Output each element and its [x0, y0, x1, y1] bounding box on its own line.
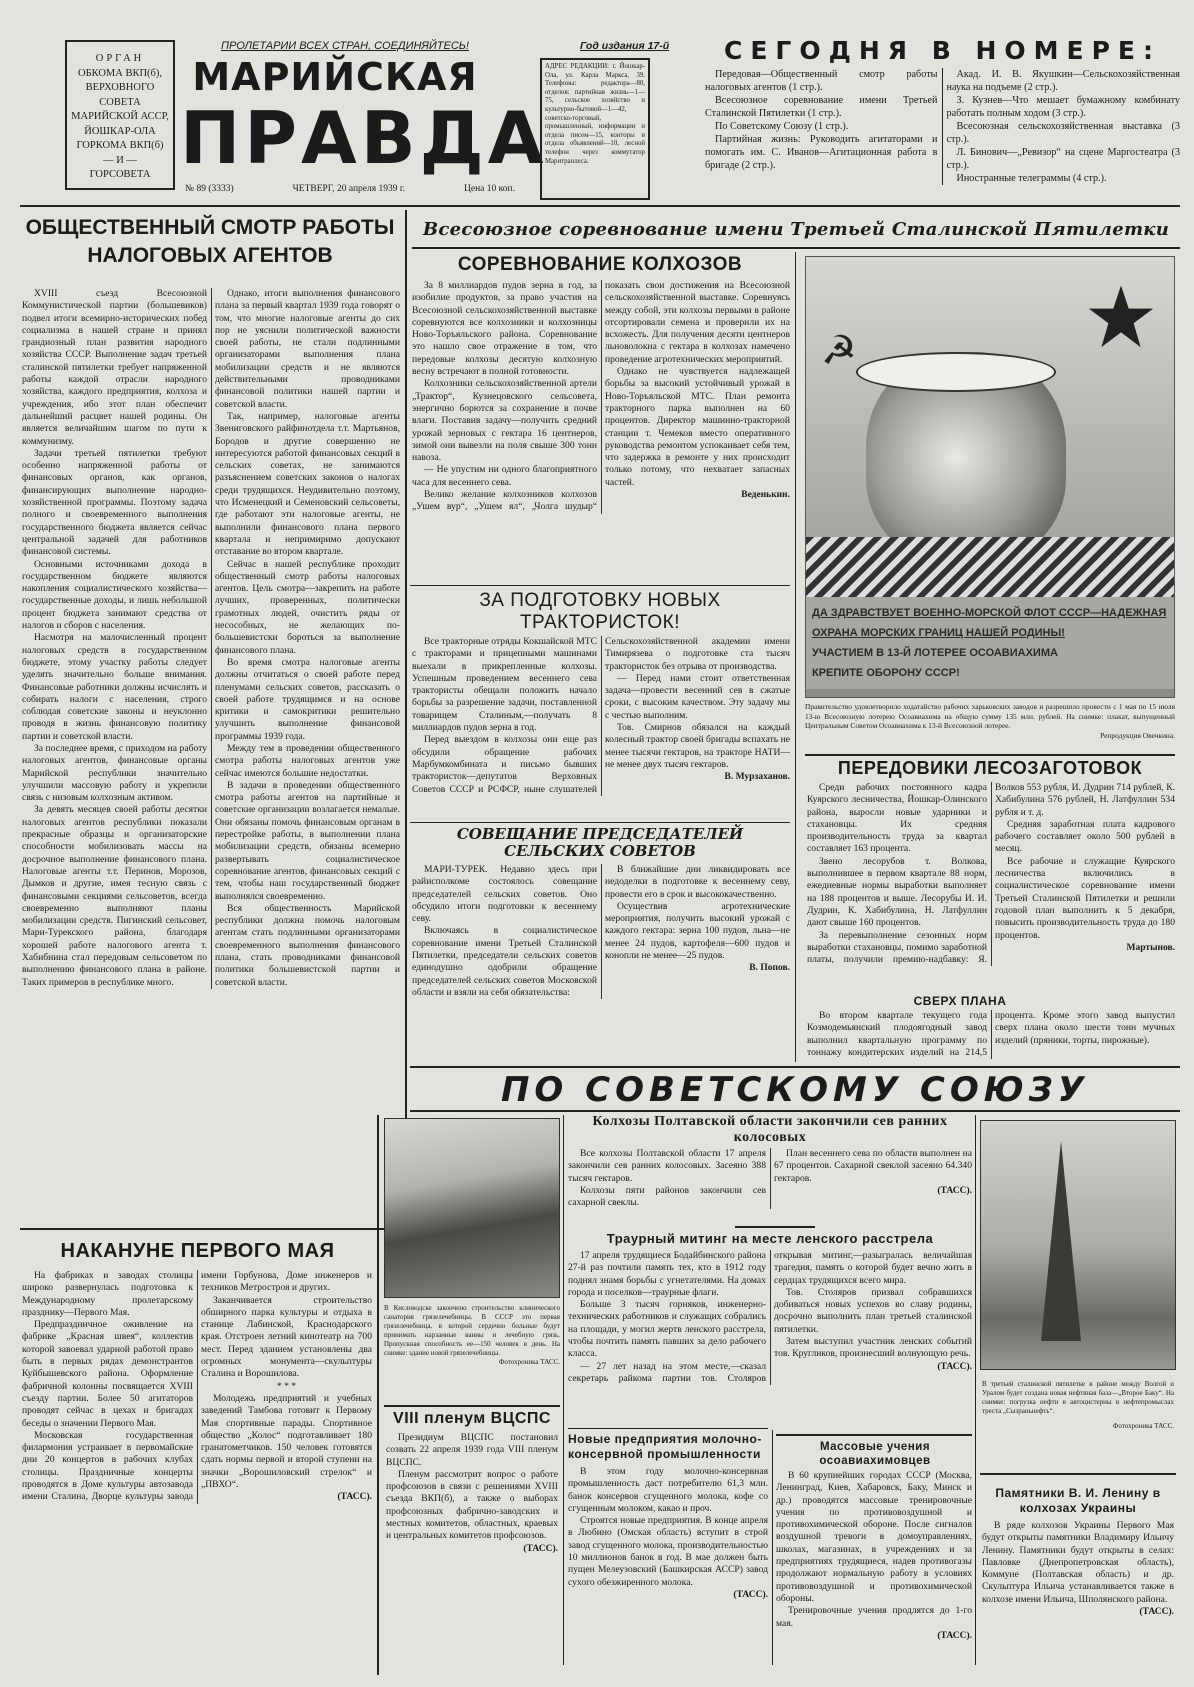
- derrick-shape: [1041, 1141, 1081, 1341]
- signature: (ТАСС).: [523, 1543, 558, 1554]
- mayday-title: НАКАНУНЕ ПЕРВОГО МАЯ: [60, 1240, 335, 1262]
- signature: (ТАСС).: [1139, 1607, 1174, 1618]
- caption-text: В Кисловодске закончено строительство клинического санатория грязелечебницы. В СССР это первая грязелечебница, в которой сердечно больные будут принимать нарзанные ванны и лечебную грязь. Пропускная способность ее—150 человек в день. На снимке: здание новой грязелечебницы.: [384, 1304, 560, 1357]
- sverkh-title: СВЕРХ ПЛАНА: [913, 994, 1007, 1008]
- paragraph: Молодежь предприятий и учебных заведений Тамбова готовит к Первому Мая спортивные парады. Спортивное общество „Колос“ подготавливает 180 гранатометчиков. 150 человек готовятся сдать нормы первой и второй ступени на значки „Ворошиловский стрелок“ и „ПВХО“.: [201, 1392, 372, 1491]
- address-box: [540, 58, 650, 200]
- newspaper-title-top: МАРИЙСКАЯ: [192, 55, 478, 99]
- sailor-cap: [856, 352, 1056, 392]
- paragraph: Велико желание колхозников колхозов „Ушем вур“, „Ушем ял“, „Чолга шудыр“ показать свои достижения на Всесоюзной сельскохозяйственной выставке. Соревнуясь между собой, эти колхозы первыми в районе отсортировали семена и проверили их на всхожесть. Для получения десяти центнеров льноволокна с гектара в колхозах намечено проведение агротехнических мероприятий.: [412, 280, 790, 513]
- contents-item[interactable]: Партийная жизнь: Руководить агитаторами и помогать им. С. Иванов—Агитационная работа в бригаде (2 стр.).: [705, 134, 938, 171]
- photo-credit: Фотохроника ТАСС.: [1112, 1422, 1174, 1430]
- paragraph: Пленум рассмотрит вопрос о работе профсоюзов в связи с решениями XVIII съезда ВКП(б), а также о выборах профсоюзных фабрично-заводских и местных комитетов, областных, краевых и центральных комитетов профсоюзов.: [386, 1468, 558, 1542]
- editorial-title: ОБЩЕСТВЕННЫЙ СМОТР РАБОТЫ НАЛОГОВЫХ АГЕНТОВ: [25, 216, 395, 267]
- column-divider: [975, 1115, 976, 1665]
- column-divider: [377, 1115, 379, 1675]
- paragraph: В ряде колхозов Украины Первого Мая будут открыты памятники Владимиру Ильичу Ленину. Памятники будут открыты в селах: Павловке (Днепропетровская область), Коммуне (Полтавская область) и др. Скульптура Ильича устанавливается также в колхозе имени Ильича, Шполянского района.: [982, 1520, 1174, 1605]
- plenum-body: [386, 1432, 558, 1555]
- contents-item[interactable]: Л. Бинович—„Ревизор“ на сцене Маргостеатра (3 стр.).: [946, 147, 1180, 171]
- organ-line: ГОРКОМА ВКП(б): [76, 140, 164, 151]
- star-icon: [1086, 282, 1156, 352]
- caption-text: В третьей сталинской пятилетке в районе между Волгой и Уралом будет создана новая нефтяная база—„Второе Баку“. На снимке: погрузка нефти в автоцистерны в нефтепромыслах треста „Сызраньнефть“.: [982, 1380, 1174, 1415]
- paragraph: Вся общественность Марийской республики должна помочь налоговым агентам стать подлинными организаторами своевременного выполнения финансового плана, стать проводниками финансовой политики большевистской партии и советской власти.: [215, 902, 400, 988]
- les-title: ПЕРЕДОВИКИ ЛЕСОЗАГОТОВОК: [837, 758, 1143, 778]
- newspaper-title-main: ПРАВДА: [180, 96, 548, 180]
- contents-item[interactable]: Иностранные телеграммы (4 стр.).: [956, 173, 1107, 184]
- osoaviakhim-body: [776, 1470, 972, 1642]
- contents-list: [705, 68, 1180, 185]
- osoaviakhim-title: Массовые учения осоавиахимовцев: [819, 1441, 931, 1467]
- divider: [410, 822, 790, 823]
- paragraph: Во втором квартале текущего года Козмодемьянский плодоягодный завод выполнил квартальную программу по тоннажу кондитерских изделий на 214,5 процента. Кроме этого завод выпустил сверх плана около шести тонн мучных изделий (пряники, торты, пирожные).: [807, 1010, 1175, 1058]
- paragraph: Среди рабочих постоянного кадра Куярского лесничества, Йошкар-Олинского района, выросли новые ударники и стахановцы. Их средняя производительность труда за квартал составляет 163 процента.: [807, 782, 987, 855]
- paragraph: Больше 3 тысяч горняков, инженерно-технических работников и служащих собрались на площади, у могил жертв ленского расстрела, чтобы почтить память павших за дело рабочего класса.: [568, 1299, 766, 1360]
- traktor-body: [412, 636, 790, 796]
- competition-banner: Всесоюзное соревнование имени Третьей Сталинской Пятилетки: [412, 213, 1180, 249]
- sverkh-body: [807, 1010, 1175, 1059]
- organ-line: ОБКОМА ВКП(б),: [77, 67, 163, 79]
- paragraph: Все рабочие и служащие Куярского лесничества включились в социалистическое соревнование имени Третьей Сталинской Пятилетки и решили годовой план выполнить к 5 декабря, повысить производительность труда до 180 процентов.: [995, 855, 1175, 941]
- sanatorium-caption: [384, 1304, 560, 1367]
- paragraph: Все колхозы Полтавской области 17 апреля закончили сев ранних колосовых. Засеяно 388 тысяч гектаров.: [568, 1148, 766, 1184]
- paragraph: В ближайшие дни ликвидировать все недоделки в подготовке к весеннему севу, провести его в срок и высококачественно.: [605, 864, 790, 900]
- paragraph: Сейчас в нашей республике проходит общественный смотр работы налоговых агентов. Цель смотра—закрепить на работе лучших, проверенных, политически грамотных людей, очистить ряды от несособных, не желающих по-большевистски бороться за выполнение финансового плана.: [215, 558, 400, 656]
- signature: (ТАСС).: [937, 1630, 972, 1641]
- paragraph: — Перед нами стоит ответственная задача—провести весенний сев в сжатые сроки, с высоким качеством. Эту задачу мы с честью выполним.: [605, 672, 790, 721]
- paragraph: Звено лесорубов т. Волкова, выполнившее в первом квартале 88 норм, ежедневные нормы выработки выполняет на 188 процентов и выше. Лесорубы И. И. Дудрин, К. Хабибулина, Н. Латфуллин дают свыше 160 процентов.: [807, 855, 987, 929]
- column-divider: [405, 210, 407, 1230]
- soviet-union-banner: ПО СОВЕТСКОМУ СОЮЗУ: [410, 1070, 1180, 1112]
- signature: Веденькин.: [741, 490, 790, 501]
- lenin-title: Памятники В. И. Ленину в колхозах Украины: [995, 1486, 1161, 1515]
- divider: [410, 1066, 1180, 1068]
- paragraph: Колхозники сельскохозяйственной артели „Трактор“, Кузнецовского сельсовета, энергично борются за сохранение в почве влаги. Поставив задачу—получить средний урожай зерновых с гектара 16 центнеров, зимой они вывезли на поля свыше 300 тонн навоза.: [412, 378, 597, 464]
- signature: В. Попов.: [749, 963, 790, 974]
- separator: * * *: [276, 1380, 297, 1392]
- signature: (ТАСС).: [733, 1589, 768, 1600]
- paragraph: — 27 лет назад на этом месте,—сказал секретарь райкома партии тов. Столяров открывая митинг,—разыгралась величайшая трагедия, память о которой будет вечно жить в сердцах трудящихся всего мира.: [568, 1250, 972, 1384]
- kolkhoz-title: СОРЕВНОВАНИЕ КОЛХОЗОВ: [457, 254, 743, 275]
- paragraph: — Не упустим ни одного благоприятного часа для весеннего сева.: [412, 464, 597, 488]
- paragraph: Все тракторные отряды Кокшайской МТС с тракторами и прицепными машинами выехали в прикрепленные колхозы. Успешным проведением весеннего сева трактористы обещали положить начало борьбы за разрешение задачи, поставленной товарищем Сталиным,—получать 8 миллиардов пудов зерна в год.: [412, 636, 597, 734]
- column-divider: [795, 252, 796, 1062]
- contents-item[interactable]: Передовая—Общественный смотр работы налоговых агентов (1 стр.).: [705, 69, 938, 93]
- poltava-body: [568, 1148, 972, 1209]
- paragraph: Затем выступил участник ленских событий тов. Кругликов, произнесший волнующую речь.: [774, 1336, 972, 1360]
- lenin-body: [982, 1520, 1174, 1618]
- hammer-sickle-icon: ☭: [821, 328, 857, 373]
- organ-line: — И —: [103, 154, 137, 166]
- soveshchanie-title: СОВЕЩАНИЕ ПРЕДСЕДАТЕЛЕЙ СЕЛЬСКИХ СОВЕТОВ: [456, 825, 744, 860]
- paragraph: Насмотря на малочисленный процент налоговых средств в государственном бюджете, этому участку работы следует уделять значительно больше внимания. Финансовые работники должны исчислять и собирать налоги с населения, строго соблюдая советские законы и неуклонно проводя в жизнь финансовую политику партии и советской власти.: [22, 632, 207, 742]
- paragraph: План весеннего сева по области выполнен на 67 процентов. Сахарной свеклой засеяно 64.340 гектаров.: [774, 1148, 972, 1184]
- issue-line: [185, 184, 515, 194]
- paragraph: Перед выездом в колхозы они еще раз обсудили обращение рабочих Марбумкомбината и письмо бывших трактористок—депутатов Верховных Советов СССР и РСФСР, ныне слушателей Сельскохозяйственной академии имени Тимирязева о подготовке ста тысяч трактористок без отрыва от производства.: [412, 636, 790, 795]
- mayday-body: [22, 1270, 372, 1504]
- paragraph: Так, например, налоговые агенты Звениговского райфинотдела т.т. Мартьянов, Бородов и другие совершенно не интересуются работой финансовых секций в сельских советах, не занимаются разъяснением советских законов о налогах среди трудящихся. Неудивительно поэтому, что Исменецкий и Семеновский сельсоветы, где работают эти налоговые агенты, не выполнили финансового плана первого квартала и непримиримо допускают отставание во втором квартале.: [215, 410, 400, 558]
- les-body: [807, 782, 1175, 966]
- poster-caption: [805, 702, 1175, 740]
- paragraph: Предпраздничное оживление на фабрике „Красная швея“, коллектив которой завоевал ударной работой право быть в первых рядах демонстрантов Куйбышевского района. Оформление фабричной колонны посвящается XVIII съезду партии. Более 50 агитаторов проводят сейчас в цехах и бригадах беседы о значении Первого Мая.: [22, 1319, 193, 1429]
- paragraph: Тов. Смирнов обязался на каждый колесный трактор своей бригады вспахать не менее тысячи гектаров, на тракторе НАТИ—не менее двух тысяч гектаров.: [605, 722, 790, 770]
- divider: [805, 754, 1175, 756]
- plenum-title: VIII пленум ВЦСПС: [393, 1410, 551, 1427]
- paragraph: Тов. Столяров призвал собравшихся добиваться новых успехов во славу родины, досрочно выполнить план третьей сталинской пятилетки.: [774, 1286, 972, 1335]
- signature: Мартынов.: [1126, 942, 1175, 953]
- issue-number: № 89 (3333): [185, 184, 234, 194]
- poster-text: ОХРАНА МОРСКИХ ГРАНИЦ НАШЕЙ РОДИНЫ!: [812, 627, 1065, 639]
- paragraph: Президиум ВЦСПС постановил созвать 22 апреля 1939 года VIII пленум ВЦСПС.: [386, 1432, 558, 1468]
- photo-credit: Фотохроника ТАСС.: [498, 1358, 560, 1366]
- osoaviakhim-poster: [805, 256, 1175, 698]
- section-divider: [20, 1228, 405, 1230]
- paragraph: Во время смотра налоговые агенты должны отчитаться о своей работе перед пленумами сельских советов, рассказать о своей работе трудящимся и на основе критики и самокритики решительно улучшить выполнение финансовой программы 1939 года.: [215, 656, 400, 742]
- paragraph: Основными источниками дохода в государственном бюджете являются накопления социалистического хозяйства—государственные доходы, и лишь небольшой процент бюджета занимают средства от налогов и сборов с населения.: [22, 558, 207, 632]
- column-divider: [772, 1430, 773, 1665]
- photo-credit: Репродукция Овечкина.: [1100, 730, 1175, 740]
- contents-item[interactable]: Всесоюзная сельскохозяйственная выставка (3 стр.).: [946, 121, 1180, 145]
- kolkhoz-body: [412, 280, 790, 514]
- contents-title: СЕГОДНЯ В НОМЕРЕ:: [723, 36, 1162, 65]
- sanatorium-photo: [384, 1118, 560, 1298]
- divider: [410, 585, 790, 586]
- paragraph: Тренировочные учения продлятся до 1-го мая.: [776, 1605, 972, 1629]
- paragraph: МАРИ-ТУРЕК. Недавно здесь при райисполкоме состоялось совещание председателей сельских советов. Оно обсудило итоги подготовки к весеннему севу.: [412, 864, 597, 925]
- organ-line: МАРИЙСКОЙ АССР,: [71, 111, 169, 122]
- paragraph: За последнее время, с приходом на работу налоговых агентов, финансовые органы Марийской республики значительно улучшили массовую работу и укрепили связь с низовым колхозным активом.: [22, 742, 207, 804]
- organ-line: ОРГАН: [95, 53, 145, 64]
- signature: (ТАСС).: [337, 1492, 372, 1503]
- lena-title: Траурный митинг на месте ленского расстрела: [606, 1231, 934, 1246]
- divider: [568, 1428, 768, 1429]
- paragraph: Колхозы пяти районов закончили сев сахарной свеклы.: [568, 1184, 766, 1209]
- organ-line: ЙОШКАР-ОЛА: [84, 125, 156, 137]
- traktor-title: ЗА ПОДГОТОВКУ НОВЫХ ТРАКТОРИСТОК!: [479, 590, 721, 633]
- organ-box: [65, 40, 175, 190]
- caption-text: Правительство удовлетворило ходатайство рабочих харьковских заводов и разрешило провести с 1 мая по 15 июля 13-ю Всесоюзную лотерею Осоавиахима на общую сумму 135 млн. рублей. На снимке: плакат, выпущенный Центральным Советом Осоавиахима к 13-й Всесоюзной лотерее.: [805, 702, 1175, 730]
- paragraph: Строятся новые предприятия. В конце апреля в Любино (Омская область) вступит в строй завод сгущенного молока, производительностью 10 миллионов банок в год. В мае должен быть пущен Мелеузовский (Башкирская АССР) завод сухого обезжиренного молока.: [568, 1515, 768, 1588]
- paragraph: На фабриках и заводах столицы широко развернулась подготовка к Международному пролетарскому празднику—Первого Мая.: [22, 1270, 193, 1318]
- signature: В. Мурзаханов.: [724, 772, 790, 783]
- divider: [980, 1473, 1176, 1475]
- moloko-title: Новые предприятия молочно-консервной промышленности: [568, 1432, 762, 1461]
- lena-body: [568, 1250, 972, 1385]
- divider: [384, 1405, 560, 1407]
- column-divider: [563, 1115, 564, 1665]
- moloko-body: [568, 1466, 768, 1601]
- paragraph: Однако не чувствуется надлежащей борьбы за высокий устойчивый урожай в Ново-Торъяльской МТС. План ремонта тракторного парка выполнен на 60 процентов. Директор машинно-тракторной станции т. Чемеков вместо оперативного руководства ремонтом успокаивает себя тем, что задержка в ремонте у них происходит только потому, что нехватает запасных частей.: [605, 366, 790, 488]
- contents-item[interactable]: По Советскому Союзу (1 стр.).: [715, 121, 849, 132]
- divider: [776, 1434, 972, 1436]
- paragraph: Между тем в проведении общественного смотра работы налоговых агентов уже сейчас имеются большие недостатки.: [215, 742, 400, 779]
- issue-date: ЧЕТВЕРГ, 20 апреля 1939 г.: [292, 184, 406, 194]
- header-divider: [20, 205, 1180, 207]
- paragraph: В 60 крупнейших городах СССР (Москва, Ленинград, Киев, Хабаровск, Баку, Минск и др.) проводятся массовые тренировочные учения по противовоздушной и противохимической обороне. После сигналов воздушной тревоги в домоуправлениях, школах, магазинах, в учреждениях и за предприятиях трудящиеся, надев противогазы продолжают нормальную работу в условиях противовоздушной и противохимической обороны.: [776, 1470, 972, 1604]
- contents-item[interactable]: Акад. И. В. Якушкин—Сельскохозяйственная наука на подъеме (2 стр.).: [946, 69, 1180, 93]
- paragraph: В этом году молочно-консервная промышленность даст потребителю 61,3 млн. банок консервов сгущенного молока, кофе со сгущенным молоком, какао и проч.: [568, 1466, 768, 1514]
- soveshchanie-body: [412, 864, 790, 999]
- slogan: ПРОЛЕТАРИИ ВСЕХ СТРАН, СОЕДИНЯЙТЕСЬ!: [221, 40, 469, 52]
- oil-caption: [982, 1380, 1174, 1431]
- issue-price: Цена 10 коп.: [464, 184, 515, 194]
- organ-line: СОВЕТА: [99, 96, 141, 108]
- contents-item[interactable]: Всесоюзное соревнование имени Третьей Сталинской Пятилетки (1 стр.).: [705, 95, 938, 119]
- signature: (ТАСС).: [937, 1185, 972, 1196]
- paragraph: За 8 миллиардов пудов зерна в год, за изобилие продуктов, за право участия на Всесоюзной сельскохозяйственной выставке соревнуются все колхозники и колхозницы Ново-Торъяльского района. Соревнование это нашло свое отражение в том, что передовые колхозы десятую колхозную весну встречают в полной готовности.: [412, 280, 597, 378]
- sailor-collar: [806, 537, 1175, 597]
- paragraph: Однако, итоги выполнения финансового плана за первый квартал 1939 года говорят о том, что многие налоговые агенты до сих пор не уяснили политической важности своей работы, не стали подлинными организаторами выполнения плана мобилизации средств и не являются действительными проводниками финансовой политики нашей партии и советской власти.: [215, 288, 400, 410]
- paragraph: Заканчивается строительство обширного парка культуры и отдыха в станице Лабинской, Краснодарского края. Отстроен летний кинотеатр на 700 мест. Перед зданием установлены два огромных монумента—скульптуры Сталина и Ворошилова.: [201, 1294, 372, 1380]
- organ-line: ВЕРХОВНОГО: [85, 82, 155, 93]
- paragraph: За девять месяцев своей работы десятки налоговых агентов республики показали прекрасные образцы и организаторские способности мобилизовать массы на досрочное выполнение финансового плана. Налоговые агенты т.т. Перинов, Морозов, Дымков и другие, имея тесную связь с финансовыми секциями сельсоветов, всегда своевременно выполняют планы мобилизации средств. Пигинский сельсовет, Мари-Турекского района, благодаря хорошей работе налогового агента т. Хабибнина стал передовым сельсоветом по выполнению финансового плана в районе. Таких примеров в республике много.: [22, 804, 207, 988]
- poster-text: УЧАСТИЕМ В 13-Й ЛОТЕРЕЕ ОСОАВИАХИМА: [812, 647, 1058, 659]
- oil-derrick-photo: [980, 1120, 1176, 1370]
- signature: (ТАСС).: [937, 1361, 972, 1372]
- divider: [735, 1226, 815, 1228]
- poster-text: ДА ЗДРАВСТВУЕТ ВОЕННО-МОРСКОЙ ФЛОТ СССР—НАДЕЖНАЯ: [812, 607, 1167, 619]
- poster-text: КРЕПИТЕ ОБОРОНУ СССР!: [812, 667, 960, 679]
- address-text: АДРЕС РЕДАКЦИИ: г. Йошкар-Ола, ул. Карла Маркса, 39. Телефоны: редактора—80, отделов: партийная жизнь—1—75, сельское хозяйство и культурно-бытовой—1—42, советско-торговый, промышленный, информации и отдела писем—15, конторы и отдела объявлений—10, лесной телефон через коммутатор Маритранлеса.: [545, 63, 645, 165]
- contents-item[interactable]: З. Кузнев—Что мешает бумажному комбинату работать полным ходом (3 стр.).: [946, 95, 1180, 119]
- poltava-title: Колхозы Полтавской области закончили сев ранних колосовых: [592, 1114, 948, 1145]
- organ-line: ГОРСОВЕТА: [89, 169, 151, 180]
- paragraph: За перевыполнение сезонных норм выработки стахановцы, помимо заработной платы, получили премию-надбавку: Я. Волков 553 рубля, И. Дудрин 714 рублей, К. Хабибулина 576 рублей, Н. Латфуллин 534 рубля и т. д.: [807, 782, 1175, 966]
- paragraph: Задачи третьей пятилетки требуют особенно напряженной работы от финансовых органов, как органов, финансирующих выполнение народно-хозяйственной программы. Поэтому задача полного и своевременного выполнения государственного бюджета является сейчас центральной задачей для работников финансовой системы.: [22, 447, 207, 558]
- paragraph: Осуществив агротехнические мероприятия, получить высокий урожай с каждого гектара: зерна 100 пудов, льна—не менее 24 пудов, картофеля—600 пудов и конопли не менее—25 пудов.: [605, 900, 790, 962]
- year-label: Год издания 17-й: [580, 40, 670, 52]
- paragraph: Средняя заработная плата кадрового рабочего составляет около 500 рублей в месяц.: [995, 818, 1175, 855]
- paragraph: Включаясь в социалистическое соревнование имени Третьей Сталинской Пятилетки, председатели сельских советов единодушно одобрили обращение председателей сельских советов Московской области и взяли на себя обязательства:: [412, 925, 597, 998]
- paragraph: 17 апреля трудящиеся Бодайбинского района 27-й раз почтили память тех, кто в 1912 году поднял знамя борьбы с угнетателями. На домах города и поселков—траурные флаги.: [568, 1250, 766, 1298]
- paragraph: Московская государственная филармония устраивает в первомайские дни 20 концертов в рабочих клубах столицы. Праздничные концерты проводятся в Доме культуры автозавода имени Сталина, Дворце культуры завода имени Горбунова, Доме инженеров и техников Метростроя и других.: [22, 1270, 372, 1503]
- editorial-body: [22, 288, 400, 989]
- paragraph: В задачи в проведении общественного смотра работы агентов на партийные и советские организации возлагается немалые. Они обязаны помочь финансовым органам в перестройке работы, в выполнении плана мобилизации средств, обязаны всемерно развертывать социалистическое соревнование агентов, финансовых секций с тем, чтобы наш государственный бюджет выполнялся своевременно.: [215, 779, 400, 902]
- paragraph: XVIII съезд Всесоюзной Коммунистической партии (большевиков) подвел итоги всемирно-исторических побед социализма в нашей стране и принял грандиозный план развития народного хозяйства СССР. Выполнение задач третьей сталинской пятилетки требует напряженной работы каждой отрасли народного хозяйства, каждого предприятия, колхоза и учреждения, ибо этот план обеспечит дальнейший расцвет нашей родины. Он является величайшим шагом по пути к коммунизму.: [22, 288, 207, 447]
